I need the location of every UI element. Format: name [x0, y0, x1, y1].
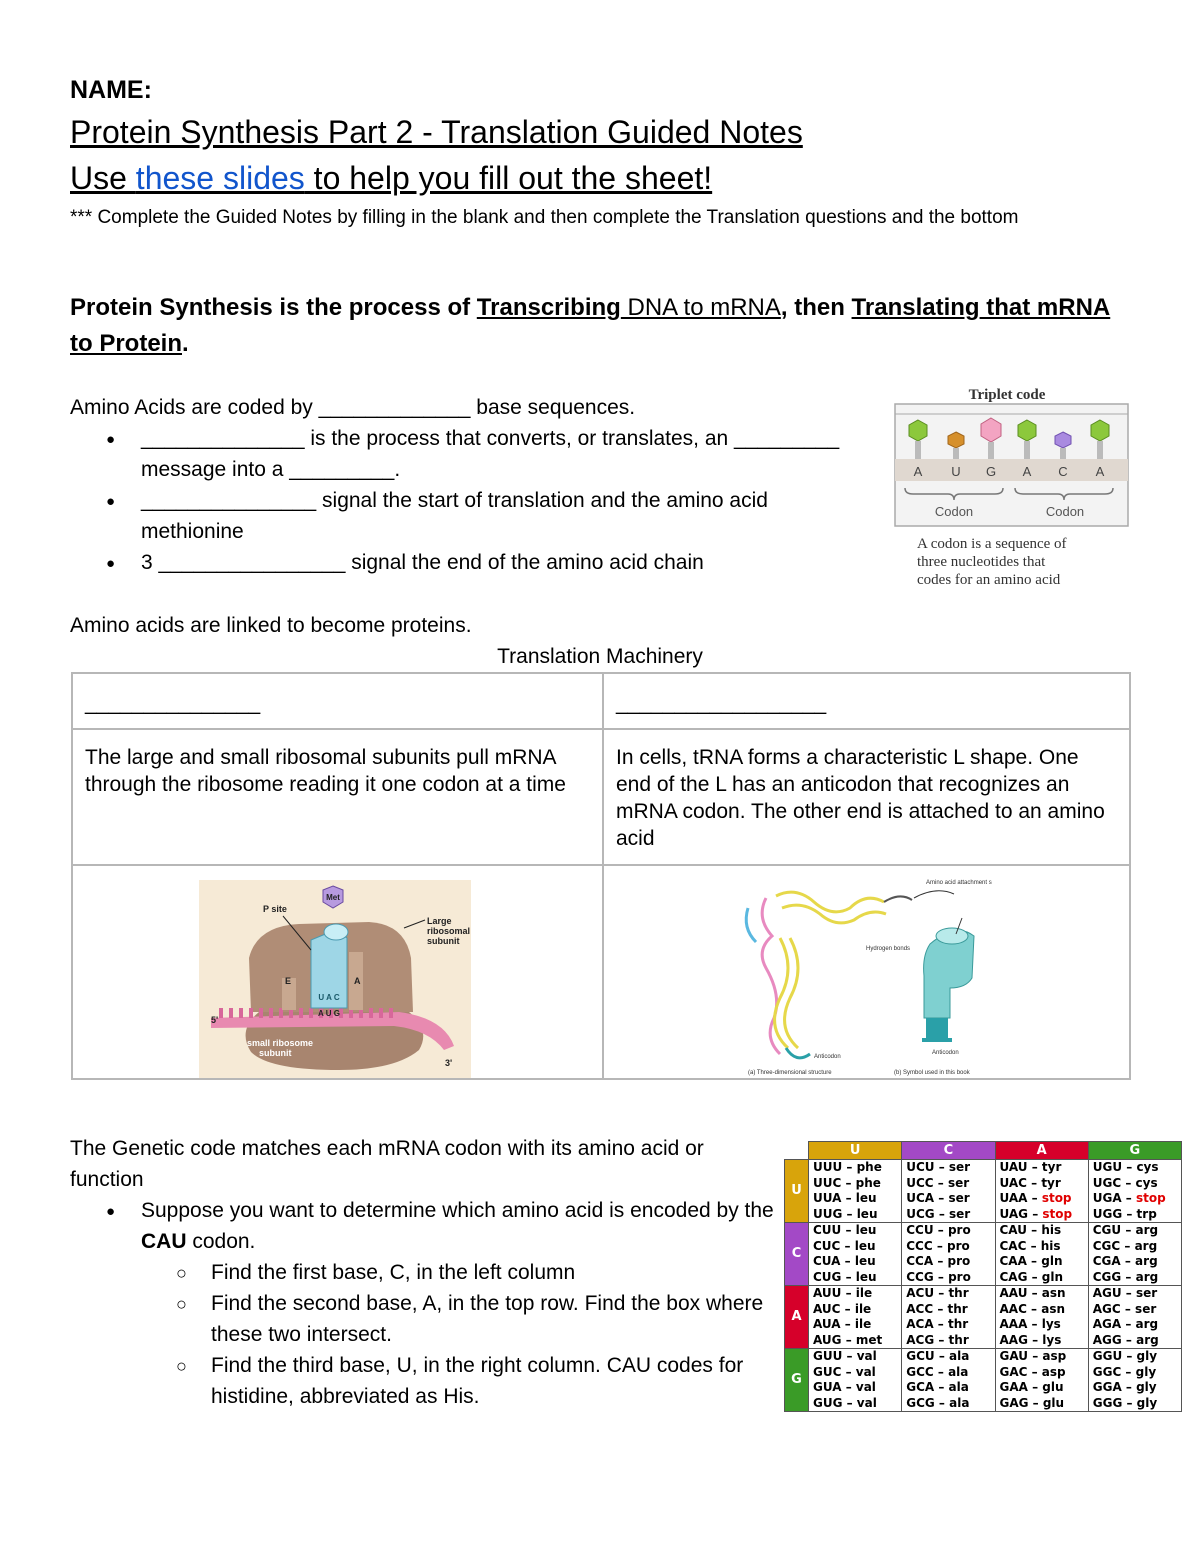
- triplet-base: U: [951, 464, 961, 479]
- list-item: ● _______________ signal the start of translation and the amino acid methionine: [70, 485, 860, 547]
- codon-cell: AGA – arg: [1088, 1317, 1181, 1333]
- codon-label: Codon: [934, 504, 974, 519]
- codon-row-base: A: [785, 1286, 809, 1349]
- nucleotide-shape: [1055, 432, 1071, 448]
- svg-text:ribosomal: ribosomal: [427, 926, 471, 936]
- codon-cell: UGG – trp: [1088, 1207, 1181, 1223]
- codon-cell: GAC – asp: [995, 1365, 1088, 1381]
- triplet-base: A: [1095, 464, 1105, 479]
- genetic-code-steps: [70, 1257, 790, 1412]
- trna-figure: [736, 878, 992, 1078]
- met-label: Met: [326, 893, 340, 902]
- codon-row-base: U: [785, 1160, 809, 1223]
- nucleotide-shape: [1091, 420, 1109, 441]
- list-item: ○ Find the second base, A, in the top row. Find the box where these two intersect.: [70, 1288, 790, 1350]
- codon-cell: UUG – leu: [809, 1207, 902, 1223]
- three-prime-label: 3': [445, 1058, 453, 1068]
- codon-cell: CAC – his: [995, 1239, 1088, 1255]
- codon-cell: ACG – thr: [902, 1333, 995, 1349]
- amino-bullet-list: [70, 423, 860, 578]
- svg-text:subunit: subunit: [259, 1048, 292, 1058]
- def-translating: Translating that mRNA to Protein: [70, 294, 1111, 357]
- amino-linked-text: Amino acids are linked to become proteins.: [70, 614, 472, 637]
- codon-cell: GUU – val: [809, 1349, 902, 1365]
- genetic-code-intro: The Genetic code matches each mRNA codon with its amino acid or function: [70, 1137, 704, 1191]
- subtitle-post: to help you fill out the sheet!: [304, 160, 713, 196]
- blank-cell-left: _______________: [72, 673, 603, 729]
- amino-intro: Amino Acids are coded by _____________ base sequences.: [70, 396, 636, 419]
- codon-cell: GAA – glu: [995, 1380, 1088, 1396]
- codon-cell: CUG – leu: [809, 1270, 902, 1286]
- anticodon-label-left: Anticodon: [814, 1054, 841, 1060]
- codon-cell: GGU – gly: [1088, 1349, 1181, 1365]
- codon-cell: AAU – asn: [995, 1286, 1088, 1302]
- stop-word: stop: [1136, 1191, 1166, 1205]
- subtitle: [70, 160, 712, 197]
- codon-cell: CGU – arg: [1088, 1223, 1181, 1239]
- list-item: ● ______________ is the process that converts, or translates, an _________ message into a _________.: [70, 423, 860, 485]
- def-term: Protein Synthesis: [70, 294, 273, 321]
- codon-header: C: [902, 1142, 995, 1160]
- codon-cell: ACA – thr: [902, 1317, 995, 1333]
- def-text-3: , then: [780, 294, 852, 321]
- def-text-1: is the process of: [272, 294, 477, 321]
- codon-label: Codon: [1045, 504, 1085, 519]
- codon-cell: GUC – val: [809, 1365, 902, 1381]
- trna-caption-left: (a) Three-dimensional structure: [748, 1070, 832, 1076]
- codon-header: G: [1088, 1142, 1181, 1160]
- svg-text:subunit: subunit: [427, 936, 460, 946]
- protein-synthesis-definition: [70, 290, 1120, 362]
- ribosome-description: The large and small ribosomal subunits pull mRNA through the ribosome reading it one codon at a time: [72, 729, 603, 865]
- codon-cell: AAA – lys: [995, 1317, 1088, 1333]
- cau-codon: CAU: [141, 1230, 187, 1253]
- codon-cell: CAA – gln: [995, 1254, 1088, 1270]
- a-site-label: A: [354, 976, 361, 986]
- triplet-base: A: [913, 464, 923, 479]
- codon-cell: UUU – phe: [809, 1160, 902, 1176]
- machinery-title: Translation Machinery: [497, 645, 703, 668]
- large-subunit-label: Large: [427, 916, 452, 926]
- codon-cell: UGA – stop: [1088, 1191, 1181, 1207]
- trna-caption-right: (b) Symbol used in this book: [894, 1070, 970, 1076]
- trna-description: In cells, tRNA forms a characteristic L shape. One end of the L has an anticodon that recognizes an mRNA codon. The other end is attached to an amino acid: [603, 729, 1130, 865]
- codon-cell: AGG – arg: [1088, 1333, 1181, 1349]
- codon-cell: AAC – asn: [995, 1302, 1088, 1318]
- codon-cell: UGU – cys: [1088, 1160, 1181, 1176]
- codon-cell: CAU – his: [995, 1223, 1088, 1239]
- codon-cell: CUA – leu: [809, 1254, 902, 1270]
- codon-cell: CGC – arg: [1088, 1239, 1181, 1255]
- codon-cell: GCG – ala: [902, 1396, 995, 1412]
- codon-cell: UAC – tyr: [995, 1176, 1088, 1192]
- codon-table-figure: [784, 1141, 1182, 1412]
- p-site-label: P site: [263, 904, 287, 914]
- codon-cell: ACC – thr: [902, 1302, 995, 1318]
- codon-cell: UGC – cys: [1088, 1176, 1181, 1192]
- def-transcribing: Transcribing DNA to mRNA: [476, 294, 781, 321]
- codon-cell: AUU – ile: [809, 1286, 902, 1302]
- subtitle-pre: Use: [70, 160, 136, 196]
- triplet-base: A: [1022, 464, 1032, 479]
- codon-cell: UAA – stop: [995, 1191, 1088, 1207]
- stop-word: stop: [1042, 1206, 1073, 1221]
- triplet-base: C: [1058, 464, 1068, 479]
- codon-cell: AUG – met: [809, 1333, 902, 1349]
- codon-cell: CCA – pro: [902, 1254, 995, 1270]
- codon-cell: UUC – phe: [809, 1176, 902, 1192]
- codon-cell: CCG – pro: [902, 1270, 995, 1286]
- page-title: Protein Synthesis Part 2 - Translation Guided Notes: [70, 114, 803, 150]
- triplet-code-figure: [893, 380, 1133, 592]
- codon-cell: CCU – pro: [902, 1223, 995, 1239]
- triplet-caption: codes for an amino acid: [917, 572, 1061, 588]
- codon-table: [784, 1141, 1182, 1412]
- five-prime-label: 5': [211, 1015, 219, 1025]
- nucleotide-shape: [909, 420, 927, 441]
- codon-cell: GUA – val: [809, 1380, 902, 1396]
- codon-cell: GGC – gly: [1088, 1365, 1181, 1381]
- codon-cell: GGG – gly: [1088, 1396, 1181, 1412]
- triplet-title: Triplet code: [968, 387, 1046, 403]
- codon-cell: GCU – ala: [902, 1349, 995, 1365]
- list-item: ● Suppose you want to determine which amino acid is encoded by the CAU codon.: [70, 1195, 790, 1257]
- list-item: ○ Find the first base, C, in the left column: [70, 1257, 790, 1288]
- slides-link[interactable]: these slides: [135, 160, 305, 196]
- codon-cell: ACU – thr: [902, 1286, 995, 1302]
- list-item: ○ Find the third base, U, in the right column. CAU codes for histidine, abbreviated as His.: [70, 1350, 790, 1412]
- nucleotide-shape: [948, 432, 964, 448]
- codon-cell: GAU – asp: [995, 1349, 1088, 1365]
- stop-word: stop: [1041, 1191, 1072, 1205]
- codon-label: A U G: [318, 1009, 340, 1018]
- attachment-site-label: Amino acid attachment site: [926, 880, 992, 886]
- codon-row-base: C: [785, 1223, 809, 1286]
- codon-cell: UAU – tyr: [995, 1160, 1088, 1176]
- anticodon-label-right: Anticodon: [932, 1050, 959, 1056]
- list-item: ● 3 ________________ signal the end of the amino acid chain: [70, 547, 860, 578]
- codon-cell: UCG – ser: [902, 1207, 995, 1223]
- triplet-caption: three nucleotides that: [917, 554, 1046, 570]
- instructions: *** Complete the Guided Notes by filling in the blank and then complete the Translation questions and the bottom: [70, 207, 1019, 228]
- anticodon-label: U A C: [318, 993, 340, 1002]
- codon-row-base: G: [785, 1349, 809, 1412]
- nucleotide-shape: [1018, 420, 1036, 441]
- blank-cell-right: __________________: [603, 673, 1130, 729]
- codon-cell: CGA – arg: [1088, 1254, 1181, 1270]
- codon-cell: CCC – pro: [902, 1239, 995, 1255]
- codon-cell: UAG – stop: [995, 1207, 1088, 1223]
- hydrogen-bonds-label: Hydrogen bonds: [866, 946, 911, 952]
- def-text-5: .: [182, 330, 189, 357]
- trna-anticodon-block: [926, 1018, 948, 1038]
- codon-cell: CUU – leu: [809, 1223, 902, 1239]
- triplet-base: G: [985, 464, 997, 479]
- codon-cell: CGG – arg: [1088, 1270, 1181, 1286]
- e-site-label: E: [285, 976, 292, 986]
- codon-cell: CUC – leu: [809, 1239, 902, 1255]
- codon-cell: CAG – gln: [995, 1270, 1088, 1286]
- small-subunit-label: small ribosome: [247, 1038, 314, 1048]
- codon-cell: UCU – ser: [902, 1160, 995, 1176]
- codon-cell: AAG – lys: [995, 1333, 1088, 1349]
- triplet-caption: A codon is a sequence of: [917, 536, 1067, 552]
- codon-cell: GAG – glu: [995, 1396, 1088, 1412]
- ribosome-figure: [199, 880, 471, 1078]
- codon-cell: AGC – ser: [1088, 1302, 1181, 1318]
- codon-cell: UCC – ser: [902, 1176, 995, 1192]
- codon-header: A: [995, 1142, 1088, 1160]
- codon-cell: UCA – ser: [902, 1191, 995, 1207]
- genetic-code-list: [70, 1195, 790, 1257]
- codon-cell: UUA – leu: [809, 1191, 902, 1207]
- codon-cell: AUA – ile: [809, 1317, 902, 1333]
- codon-cell: GCC – ala: [902, 1365, 995, 1381]
- name-label: NAME:: [70, 76, 152, 104]
- codon-header: U: [809, 1142, 902, 1160]
- codon-cell: GCA – ala: [902, 1380, 995, 1396]
- codon-cell: GGA – gly: [1088, 1380, 1181, 1396]
- codon-cell: GUG – val: [809, 1396, 902, 1412]
- codon-cell: AGU – ser: [1088, 1286, 1181, 1302]
- codon-cell: AUC – ile: [809, 1302, 902, 1318]
